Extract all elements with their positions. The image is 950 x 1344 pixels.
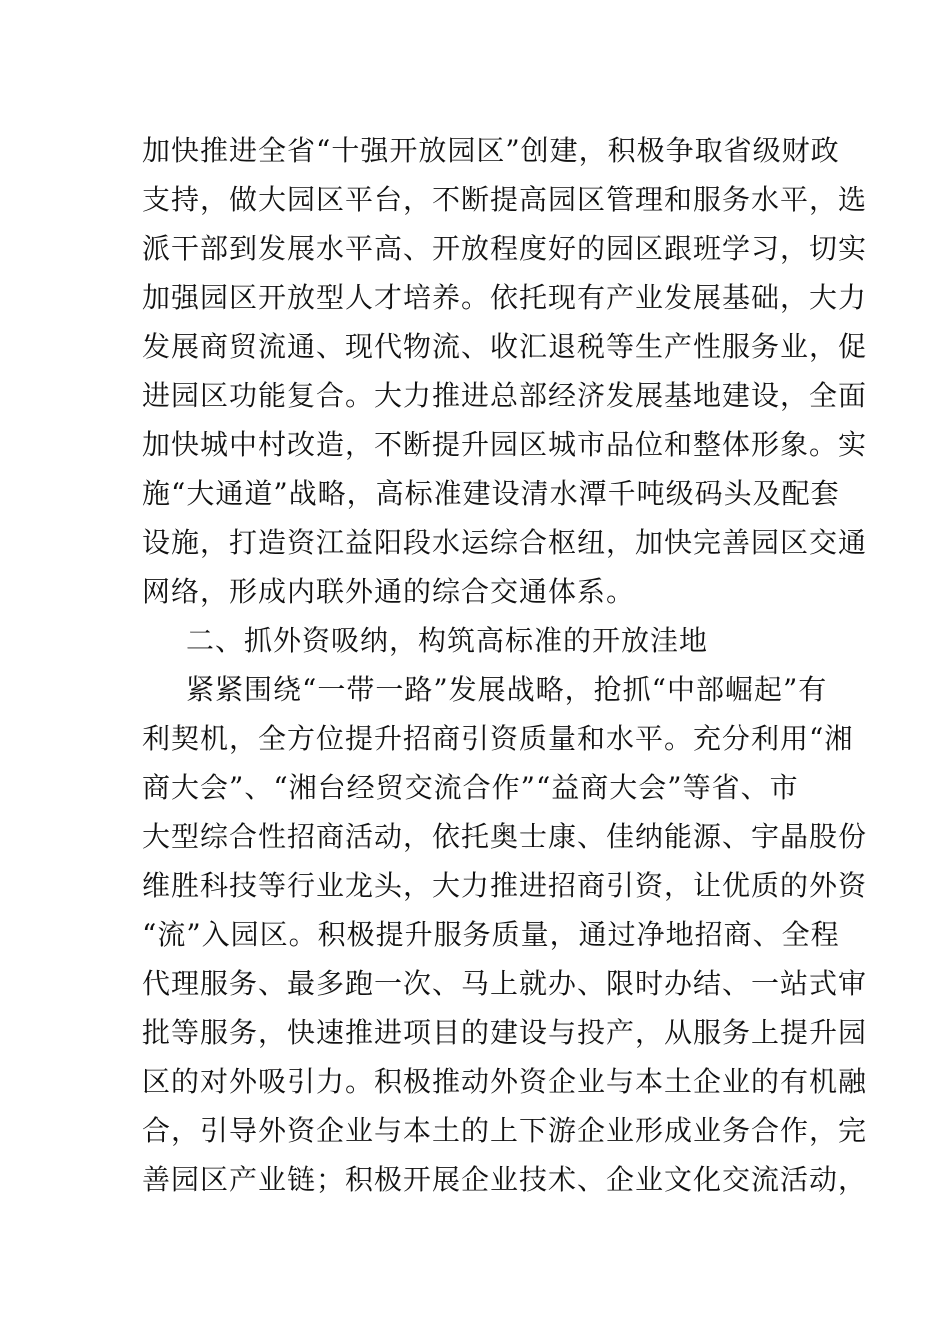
text-line: 区的对外吸引力。积极推动外资企业与本土企业的有机融 xyxy=(142,1065,868,1098)
section-heading: 二、抓外资吸纳，构筑高标准的开放洼地 xyxy=(186,624,709,657)
text-line: 施“大通道”战略，高标准建设清水潭千吨级码头及配套 xyxy=(142,477,840,510)
text-line: 批等服务，快速推进项目的建设与投产，从服务上提升园 xyxy=(142,1016,868,1049)
text-line: 发展商贸流通、现代物流、收汇退税等生产性服务业，促 xyxy=(142,330,868,363)
text-line: 合，引导外资企业与本土的上下游企业形成业务合作，完 xyxy=(142,1114,868,1147)
text-line: 紧紧围绕“一带一路”发展战略，抢抓“中部崛起”有 xyxy=(186,673,828,706)
text-line: 商大会”、“湘台经贸交流合作”“益商大会”等省、市 xyxy=(142,771,799,804)
text-line: 进园区功能复合。大力推进总部经济发展基地建设，全面 xyxy=(142,379,868,412)
text-line: 支持，做大园区平台，不断提高园区管理和服务水平，选 xyxy=(142,183,868,216)
text-line: 维胜科技等行业龙头，大力推进招商引资，让优质的外资 xyxy=(142,869,868,902)
document-body xyxy=(142,126,868,1204)
text-line: 代理服务、最多跑一次、马上就办、限时办结、一站式审 xyxy=(142,967,868,1000)
text-line: 善园区产业链；积极开展企业技术、企业文化交流活动， xyxy=(142,1163,868,1196)
text-line: “流”入园区。积极提升服务质量，通过净地招商、全程 xyxy=(142,918,840,951)
text-line: 设施，打造资江益阳段水运综合枢纽，加快完善园区交通 xyxy=(142,526,868,559)
text-line: 加快城中村改造，不断提升园区城市品位和整体形象。实 xyxy=(142,428,868,461)
text-line: 大型综合性招商活动，依托奥士康、佳纳能源、宇晶股份 xyxy=(142,820,868,853)
text-line: 派干部到发展水平高、开放程度好的园区跟班学习，切实 xyxy=(142,232,868,265)
text-line: 利契机，全方位提升招商引资质量和水平。充分利用“湘 xyxy=(142,722,854,755)
text-line: 加强园区开放型人才培养。依托现有产业发展基础，大力 xyxy=(142,281,868,314)
text-line: 网络，形成内联外通的综合交通体系。 xyxy=(142,575,636,608)
text-line: 加快推进全省“十强开放园区”创建，积极争取省级财政 xyxy=(142,134,840,167)
